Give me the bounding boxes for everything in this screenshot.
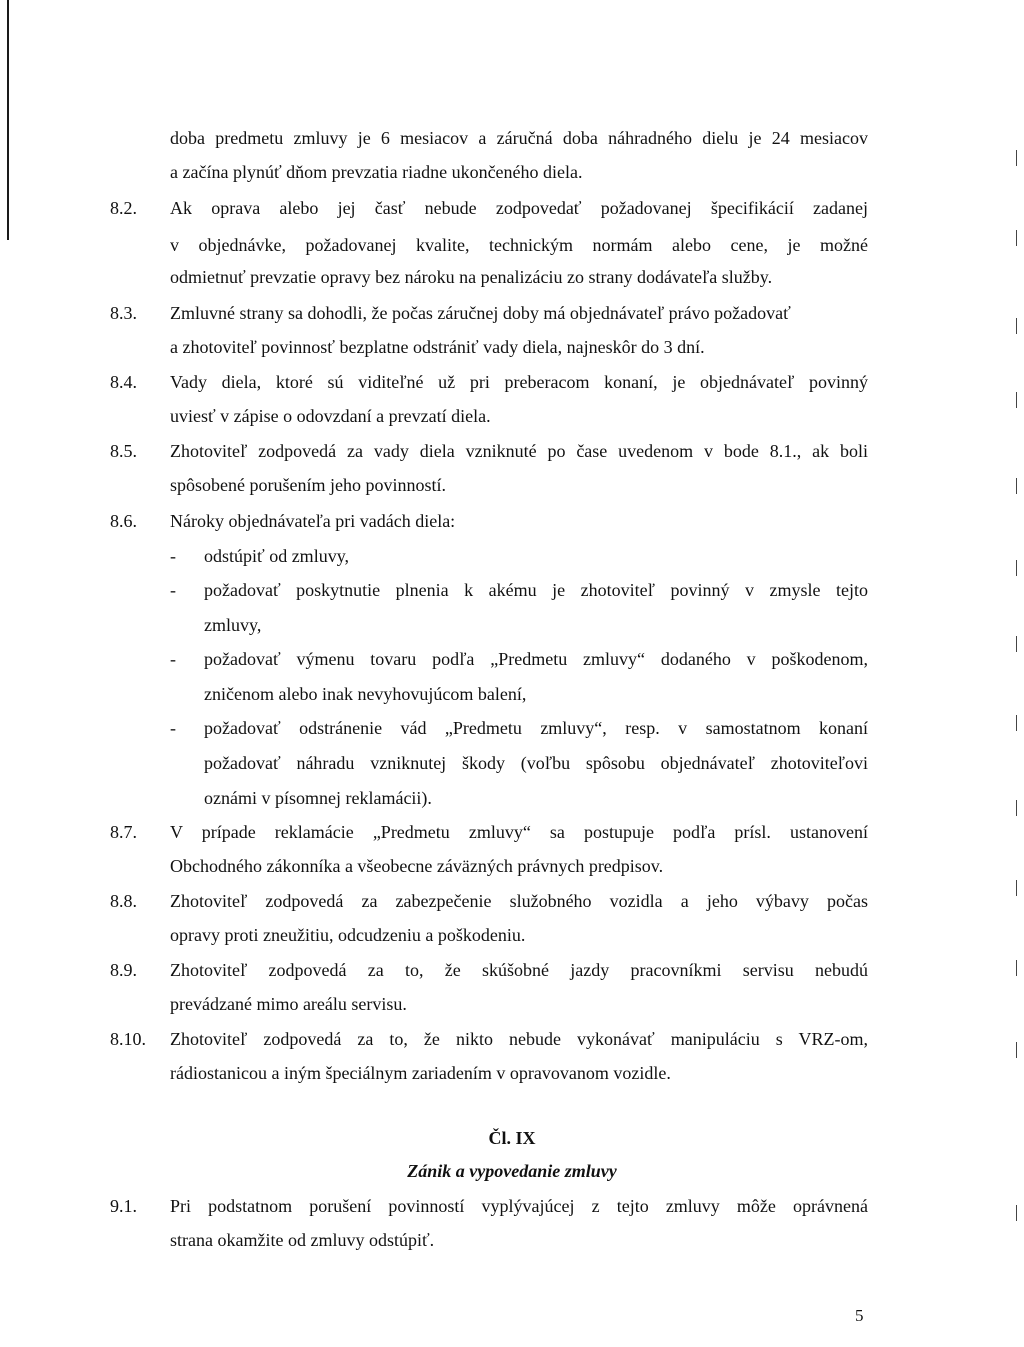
paragraph-line: odmietnuť prevzatie opravy bez nároku na penalizáciu zo strany dodávateľa služby. [170, 267, 773, 287]
paragraph-line: Nároky objednávateľa pri vadách diela: [170, 511, 456, 531]
paragraph-line: Zhotoviteľ zodpovedá za zabezpečenie služobného vozidla a jeho výbavy počas [170, 891, 868, 911]
scan-margin-mark [1016, 150, 1017, 166]
paragraph-line: strana okamžite od zmluvy odstúpiť. [170, 1230, 435, 1250]
bullet-line: zničenom alebo inak nevyhovujúcom balení, [204, 684, 527, 704]
paragraph-line: Zhotoviteľ zodpovedá za to, že skúšobné jazdy pracovníkmi servisu nebudú [170, 960, 868, 980]
paragraph-number: 8.5. [110, 441, 137, 461]
paragraph-line: a zhotoviteľ povinnosť bezplatne odstrániť vady diela, najneskôr do 3 dní. [170, 337, 705, 357]
scan-margin-mark [1016, 636, 1017, 652]
paragraph-line: rádiostanicou a iným špeciálnym zariadením v opravovanom vozidle. [170, 1063, 671, 1083]
paragraph-line: opravy proti zneužitiu, odcudzeniu a poškodeniu. [170, 925, 526, 945]
scan-margin-mark [1016, 715, 1017, 731]
intro-line: doba predmetu zmluvy je 6 mesiacov a záručná doba náhradného dielu je 24 mesiacov [170, 128, 868, 148]
paragraph-line: v objednávke, požadovanej kvalite, technickým normám alebo cene, je možné [170, 235, 868, 255]
paragraph-line: Vady diela, ktoré sú viditeľné už pri preberacom konaní, je objednávateľ povinný [170, 372, 868, 392]
article-number: Čl. IX [488, 1128, 536, 1148]
scan-margin-mark [1016, 318, 1017, 334]
paragraph-line: Pri podstatnom porušení povinností vyplývajúcej z tejto zmluvy môže oprávnená [170, 1196, 868, 1216]
scan-margin-mark [1016, 1205, 1017, 1221]
page-number: 5 [855, 1306, 864, 1325]
bullet-dash: - [170, 718, 176, 738]
paragraph-line: Zmluvné strany sa dohodli, že počas záručnej doby má objednávateľ právo požadovať [170, 303, 791, 323]
paragraph-line: uviesť v zápise o odovzdaní a prevzatí diela. [170, 406, 491, 426]
paragraph-number: 8.8. [110, 891, 137, 911]
paragraph-number: 8.9. [110, 960, 137, 980]
bullet-dash: - [170, 580, 176, 600]
bullet-line: zmluvy, [204, 615, 262, 635]
scan-margin-mark [1016, 560, 1017, 576]
paragraph-line: Obchodného zákonníka a všeobecne záväzných právnych predpisov. [170, 856, 664, 876]
bullet-line: požadovať poskytnutie plnenia k akému je zhotoviteľ povinný v zmysle tejto [204, 580, 868, 600]
bullet-line: požadovať náhradu vzniknutej škody (voľbu spôsobu objednávateľ zhotoviteľovi [204, 753, 868, 773]
paragraph-line: Ak oprava alebo jej časť nebude zodpovedať požadovanej špecifikácií zadanej [170, 198, 868, 218]
paragraph-line: Zhotoviteľ zodpovedá za to, že nikto nebude vykonávať manipuláciu s VRZ-om, [170, 1029, 868, 1049]
paragraph-line: prevádzané mimo areálu servisu. [170, 994, 407, 1014]
paragraph-line: Zhotoviteľ zodpovedá za vady diela vzniknuté po čase uvedenom v bode 8.1., ak boli [170, 441, 868, 461]
paragraph-number: 8.6. [110, 511, 137, 531]
bullet-line: požadovať výmenu tovaru podľa „Predmetu zmluvy“ dodaného v poškodenom, [204, 649, 868, 669]
paragraph-number: 8.2. [110, 198, 137, 218]
paragraph-line: spôsobené porušením jeho povinností. [170, 475, 446, 495]
bullet-line: odstúpiť od zmluvy, [204, 546, 350, 566]
paragraph-number: 8.4. [110, 372, 137, 392]
paragraph-line: V prípade reklamácie „Predmetu zmluvy“ sa postupuje podľa prísl. ustanovení [170, 822, 868, 842]
scan-margin-mark [1016, 1042, 1017, 1058]
scan-margin-mark [1016, 392, 1017, 408]
paragraph-number: 8.10. [110, 1029, 146, 1049]
bullet-line: oznámi v písomnej reklamácii). [204, 788, 432, 808]
scan-margin-mark [1016, 960, 1017, 976]
bullet-dash: - [170, 546, 176, 566]
paragraph-number: 8.3. [110, 303, 137, 323]
bullet-dash: - [170, 649, 176, 669]
paragraph-number: 9.1. [110, 1196, 137, 1216]
scan-margin-mark [1016, 478, 1017, 494]
paragraph-number: 8.7. [110, 822, 137, 842]
bullet-line: požadovať odstránenie vád „Predmetu zmluvy“, resp. v samostatnom konaní [204, 718, 868, 738]
scan-margin-mark [1016, 800, 1017, 816]
article-title: Zánik a vypovedanie zmluvy [407, 1161, 617, 1181]
scan-margin-mark [1016, 880, 1017, 896]
scan-edge-line [7, 0, 9, 240]
scan-margin-mark [1016, 230, 1017, 246]
intro-line: a začína plynúť dňom prevzatia riadne ukončeného diela. [170, 162, 583, 182]
